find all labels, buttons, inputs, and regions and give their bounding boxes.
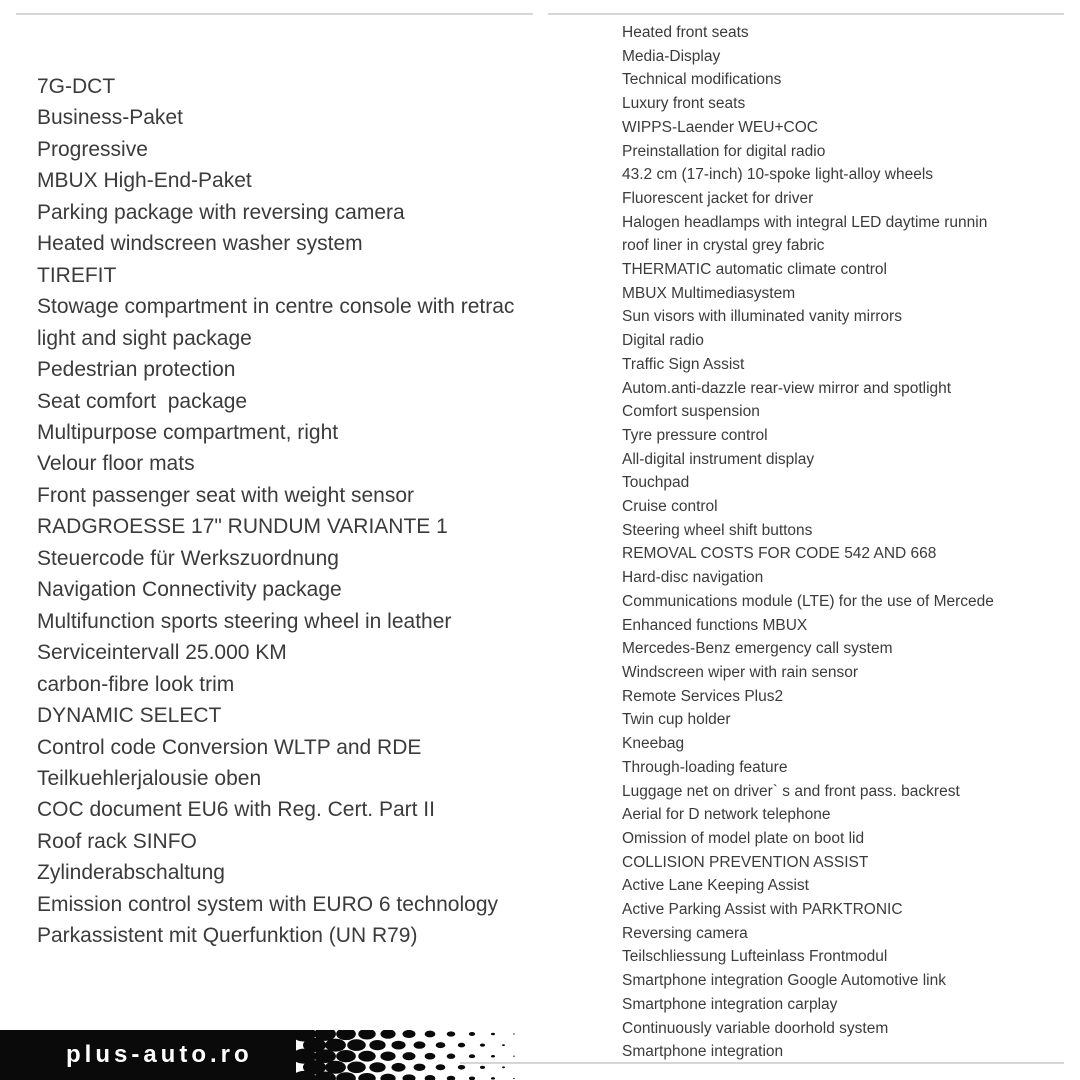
list-item: Sun visors with illuminated vanity mirrors — [622, 308, 902, 326]
list-item: Fluorescent jacket for driver — [622, 189, 814, 207]
list-item: Mercedes-Benz emergency call system — [622, 640, 893, 658]
right-page-top-divider — [548, 13, 1064, 15]
list-item: 43.2 cm (17-inch) 10-spoke light-alloy wheels — [622, 166, 934, 184]
list-item: Smartphone integration Google Automotive link — [622, 972, 946, 990]
list-item: Luxury front seats — [622, 95, 746, 113]
list-item: Enhanced functions MBUX — [622, 616, 808, 634]
list-item: Reversing camera — [622, 924, 748, 942]
list-item: Teilkuehlerjalousie oben — [37, 766, 262, 790]
list-item: Smartphone integration carplay — [622, 995, 838, 1013]
list-item: THERMATIC automatic climate control — [622, 261, 887, 279]
list-item: Navigation Connectivity package — [37, 578, 342, 602]
list-item: Parkassistent mit Querfunktion (UN R79) — [37, 924, 418, 948]
equipment-list-left — [37, 71, 534, 961]
list-item: Business-Paket — [37, 106, 183, 130]
list-item: Heated front seats — [622, 24, 749, 41]
list-item: Steering wheel shift buttons — [622, 521, 813, 539]
list-item: Parking package with reversing camera — [37, 200, 405, 224]
list-item: roof liner in crystal grey fabric — [622, 237, 825, 255]
list-item: Traffic Sign Assist — [622, 355, 745, 373]
list-item: COLLISION PREVENTION ASSIST — [622, 853, 869, 871]
list-item: Smartphone integration — [622, 1043, 784, 1061]
list-item: Front passenger seat with weight sensor — [37, 483, 415, 507]
list-item: Tyre pressure control — [622, 426, 768, 444]
list-item: Teilschliessung Lufteinlass Frontmodul — [622, 948, 888, 966]
list-item: Stowage compartment in centre console with retrac — [37, 295, 515, 319]
list-item: Cruise control — [622, 498, 718, 516]
list-item: Zylinderabschaltung — [37, 861, 225, 885]
list-item: Twin cup holder — [622, 711, 731, 729]
list-item: Media-Display — [622, 47, 721, 65]
list-item: Steuercode für Werkszuordnung — [37, 546, 339, 570]
list-item: 7G-DCT — [37, 75, 116, 98]
list-item: Roof rack SINFO — [37, 829, 197, 853]
list-item: Continuously variable doorhold system — [622, 1019, 889, 1037]
list-item: DYNAMIC SELECT — [37, 704, 222, 728]
list-item: COC document EU6 with Reg. Cert. Part II — [37, 798, 435, 822]
list-item: Remote Services Plus2 — [622, 687, 784, 705]
list-item: WIPPS-Laender WEU+COC — [622, 118, 818, 136]
list-item: carbon-fibre look trim — [37, 672, 235, 696]
list-item: Active Lane Keeping Assist — [622, 877, 809, 895]
list-item: MBUX Multimediasystem — [622, 284, 796, 302]
list-item: Technical modifications — [622, 71, 782, 89]
list-item: Halogen headlamps with integral LED daytime runnin — [622, 213, 988, 231]
list-item: RADGROESSE 17" RUNDUM VARIANTE 1 — [37, 515, 448, 539]
list-item: REMOVAL COSTS FOR CODE 542 AND 668 — [622, 545, 937, 563]
list-item: Omission of model plate on boot lid — [622, 829, 865, 847]
list-item: All-digital instrument display — [622, 450, 815, 468]
list-item: Velour floor mats — [37, 452, 195, 476]
list-item: Aerial for D network telephone — [622, 806, 831, 824]
list-item: Seat comfort package — [37, 389, 248, 413]
list-item: Luggage net on driver` s and front pass. backrest — [622, 782, 960, 800]
list-item: Touchpad — [622, 474, 690, 492]
equipment-list-right — [622, 21, 1080, 1069]
list-item: Kneebag — [622, 735, 685, 753]
watermark-label: plus-auto.ro — [66, 1041, 253, 1068]
list-item: light and sight package — [37, 326, 252, 350]
list-item: Hard-disc navigation — [622, 569, 764, 587]
list-item: Heated windscreen washer system — [37, 232, 363, 256]
watermark-bar — [0, 1030, 295, 1080]
list-item: TIREFIT — [37, 263, 117, 287]
list-item: Digital radio — [622, 332, 704, 350]
list-item: Communications module (LTE) for the use of Mercede — [622, 592, 994, 610]
list-item: Pedestrian protection — [37, 358, 236, 382]
list-item: Emission control system with EURO 6 technology — [37, 892, 499, 916]
watermark — [0, 1030, 540, 1080]
list-item: Through-loading feature — [622, 758, 788, 776]
list-item: MBUX High-End-Paket — [37, 169, 252, 193]
list-item: Control code Conversion WLTP and RDE — [37, 735, 422, 759]
left-page-top-divider — [16, 13, 533, 15]
list-item: Active Parking Assist with PARKTRONIC — [622, 901, 903, 919]
list-item: Preinstallation for digital radio — [622, 142, 826, 160]
list-item: Multipurpose compartment, right — [37, 420, 339, 444]
list-item: Comfort suspension — [622, 403, 760, 421]
list-item: Windscreen wiper with rain sensor — [622, 663, 859, 681]
list-item: Serviceintervall 25.000 KM — [37, 641, 287, 665]
list-item: Progressive — [37, 137, 148, 161]
list-item: Autom.anti-dazzle rear-view mirror and spotlight — [622, 379, 952, 397]
list-item: Multifunction sports steering wheel in leather — [37, 609, 452, 633]
